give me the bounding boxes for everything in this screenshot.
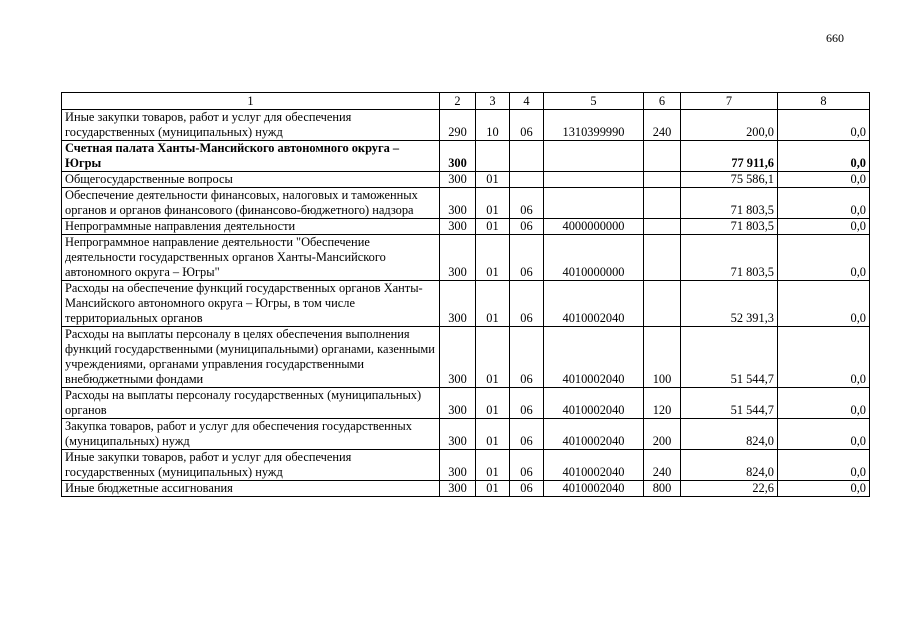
row-target-article-cell: 4010002040 bbox=[544, 281, 644, 327]
row-subsection-cell: 06 bbox=[510, 188, 544, 219]
table-row bbox=[62, 388, 870, 419]
row-target-article-cell: 1310399990 bbox=[544, 110, 644, 141]
row-target-article-cell: 4010002040 bbox=[544, 327, 644, 388]
row-code-cell: 300 bbox=[440, 450, 476, 481]
row-amount-2-cell: 0,0 bbox=[778, 327, 870, 388]
row-name-cell: Иные закупки товаров, работ и услуг для обеспечения государственных (муниципальных) нужд bbox=[62, 450, 440, 481]
row-subsection-cell: 06 bbox=[510, 281, 544, 327]
row-code-cell: 300 bbox=[440, 141, 476, 172]
row-target-article-cell: 4010002040 bbox=[544, 388, 644, 419]
header-cell: 6 bbox=[644, 93, 681, 110]
row-subsection-cell bbox=[510, 172, 544, 188]
row-amount-cell: 200,0 bbox=[681, 110, 778, 141]
row-amount-cell: 71 803,5 bbox=[681, 235, 778, 281]
header-cell: 2 bbox=[440, 93, 476, 110]
header-cell: 3 bbox=[476, 93, 510, 110]
table-row bbox=[62, 141, 870, 172]
page-number: 660 bbox=[826, 31, 844, 45]
header-cell: 4 bbox=[510, 93, 544, 110]
row-target-article-cell: 4010002040 bbox=[544, 419, 644, 450]
header-cell: 1 bbox=[62, 93, 440, 110]
row-expense-type-cell bbox=[644, 281, 681, 327]
row-amount-cell: 71 803,5 bbox=[681, 219, 778, 235]
row-expense-type-cell: 200 bbox=[644, 419, 681, 450]
row-amount-2-cell: 0,0 bbox=[778, 481, 870, 497]
row-expense-type-cell bbox=[644, 188, 681, 219]
row-section-cell: 01 bbox=[476, 327, 510, 388]
row-amount-2-cell: 0,0 bbox=[778, 141, 870, 172]
row-expense-type-cell: 120 bbox=[644, 388, 681, 419]
row-amount-cell: 52 391,3 bbox=[681, 281, 778, 327]
row-expense-type-cell: 100 bbox=[644, 327, 681, 388]
table-row bbox=[62, 235, 870, 281]
row-expense-type-cell bbox=[644, 235, 681, 281]
row-section-cell: 01 bbox=[476, 419, 510, 450]
row-section-cell: 01 bbox=[476, 281, 510, 327]
row-subsection-cell: 06 bbox=[510, 327, 544, 388]
row-name-cell: Обеспечение деятельности финансовых, налоговых и таможенных органов и органов финансового (финансово-бюджетного) надзора bbox=[62, 188, 440, 219]
row-target-article-cell bbox=[544, 141, 644, 172]
budget-table bbox=[61, 92, 870, 497]
row-subsection-cell bbox=[510, 141, 544, 172]
table-row bbox=[62, 419, 870, 450]
row-name-cell: Расходы на обеспечение функций государственных органов Ханты-Мансийского автономного округа – Югры, в том числе территориальных органов bbox=[62, 281, 440, 327]
row-amount-2-cell: 0,0 bbox=[778, 110, 870, 141]
row-code-cell: 290 bbox=[440, 110, 476, 141]
table-row bbox=[62, 219, 870, 235]
row-section-cell: 01 bbox=[476, 219, 510, 235]
row-code-cell: 300 bbox=[440, 235, 476, 281]
table-row bbox=[62, 327, 870, 388]
row-section-cell bbox=[476, 141, 510, 172]
table-row bbox=[62, 188, 870, 219]
row-section-cell: 01 bbox=[476, 235, 510, 281]
row-amount-cell: 824,0 bbox=[681, 419, 778, 450]
row-name-cell: Иные бюджетные ассигнования bbox=[62, 481, 440, 497]
row-section-cell: 10 bbox=[476, 110, 510, 141]
row-section-cell: 01 bbox=[476, 188, 510, 219]
row-expense-type-cell bbox=[644, 141, 681, 172]
row-expense-type-cell bbox=[644, 172, 681, 188]
row-section-cell: 01 bbox=[476, 172, 510, 188]
row-target-article-cell: 4000000000 bbox=[544, 219, 644, 235]
row-section-cell: 01 bbox=[476, 481, 510, 497]
row-name-cell: Иные закупки товаров, работ и услуг для обеспечения государственных (муниципальных) нужд bbox=[62, 110, 440, 141]
table-body bbox=[62, 93, 870, 497]
row-name-cell: Расходы на выплаты персоналу в целях обеспечения выполнения функций государственными (муниципальными) органами, казенными учреждениями, органами управления государственными внебюджетными фондами bbox=[62, 327, 440, 388]
row-amount-2-cell: 0,0 bbox=[778, 235, 870, 281]
row-code-cell: 300 bbox=[440, 327, 476, 388]
row-amount-2-cell: 0,0 bbox=[778, 450, 870, 481]
row-name-cell: Общегосударственные вопросы bbox=[62, 172, 440, 188]
row-code-cell: 300 bbox=[440, 219, 476, 235]
row-amount-2-cell: 0,0 bbox=[778, 188, 870, 219]
row-name-cell: Счетная палата Ханты-Мансийского автономного округа – Югры bbox=[62, 141, 440, 172]
row-expense-type-cell: 240 bbox=[644, 110, 681, 141]
row-code-cell: 300 bbox=[440, 172, 476, 188]
row-target-article-cell bbox=[544, 172, 644, 188]
row-subsection-cell: 06 bbox=[510, 481, 544, 497]
row-subsection-cell: 06 bbox=[510, 110, 544, 141]
row-amount-cell: 75 586,1 bbox=[681, 172, 778, 188]
row-expense-type-cell: 240 bbox=[644, 450, 681, 481]
row-amount-cell: 824,0 bbox=[681, 450, 778, 481]
row-amount-cell: 51 544,7 bbox=[681, 388, 778, 419]
row-amount-cell: 51 544,7 bbox=[681, 327, 778, 388]
table-row bbox=[62, 172, 870, 188]
row-expense-type-cell bbox=[644, 219, 681, 235]
row-amount-2-cell: 0,0 bbox=[778, 388, 870, 419]
row-code-cell: 300 bbox=[440, 481, 476, 497]
row-name-cell: Расходы на выплаты персоналу государственных (муниципальных) органов bbox=[62, 388, 440, 419]
header-cell: 7 bbox=[681, 93, 778, 110]
table-row bbox=[62, 481, 870, 497]
row-subsection-cell: 06 bbox=[510, 388, 544, 419]
row-section-cell: 01 bbox=[476, 450, 510, 481]
row-amount-2-cell: 0,0 bbox=[778, 172, 870, 188]
row-subsection-cell: 06 bbox=[510, 419, 544, 450]
row-amount-2-cell: 0,0 bbox=[778, 281, 870, 327]
row-code-cell: 300 bbox=[440, 419, 476, 450]
row-name-cell: Непрограммные направления деятельности bbox=[62, 219, 440, 235]
table-row bbox=[62, 110, 870, 141]
row-amount-cell: 77 911,6 bbox=[681, 141, 778, 172]
row-code-cell: 300 bbox=[440, 281, 476, 327]
row-target-article-cell: 4010002040 bbox=[544, 450, 644, 481]
row-section-cell: 01 bbox=[476, 388, 510, 419]
row-target-article-cell bbox=[544, 188, 644, 219]
row-name-cell: Непрограммное направление деятельности "Обеспечение деятельности государственных органов Ханты-Мансийского автономного округа – Югры" bbox=[62, 235, 440, 281]
table-row bbox=[62, 281, 870, 327]
row-code-cell: 300 bbox=[440, 388, 476, 419]
row-expense-type-cell: 800 bbox=[644, 481, 681, 497]
row-amount-2-cell: 0,0 bbox=[778, 219, 870, 235]
row-subsection-cell: 06 bbox=[510, 219, 544, 235]
row-amount-cell: 22,6 bbox=[681, 481, 778, 497]
header-cell: 8 bbox=[778, 93, 870, 110]
row-subsection-cell: 06 bbox=[510, 450, 544, 481]
table-header-row bbox=[62, 93, 870, 110]
row-name-cell: Закупка товаров, работ и услуг для обеспечения государственных (муниципальных) нужд bbox=[62, 419, 440, 450]
row-subsection-cell: 06 bbox=[510, 235, 544, 281]
row-amount-cell: 71 803,5 bbox=[681, 188, 778, 219]
row-target-article-cell: 4010002040 bbox=[544, 481, 644, 497]
header-cell: 5 bbox=[544, 93, 644, 110]
table-row bbox=[62, 450, 870, 481]
row-target-article-cell: 4010000000 bbox=[544, 235, 644, 281]
row-amount-2-cell: 0,0 bbox=[778, 419, 870, 450]
row-code-cell: 300 bbox=[440, 188, 476, 219]
